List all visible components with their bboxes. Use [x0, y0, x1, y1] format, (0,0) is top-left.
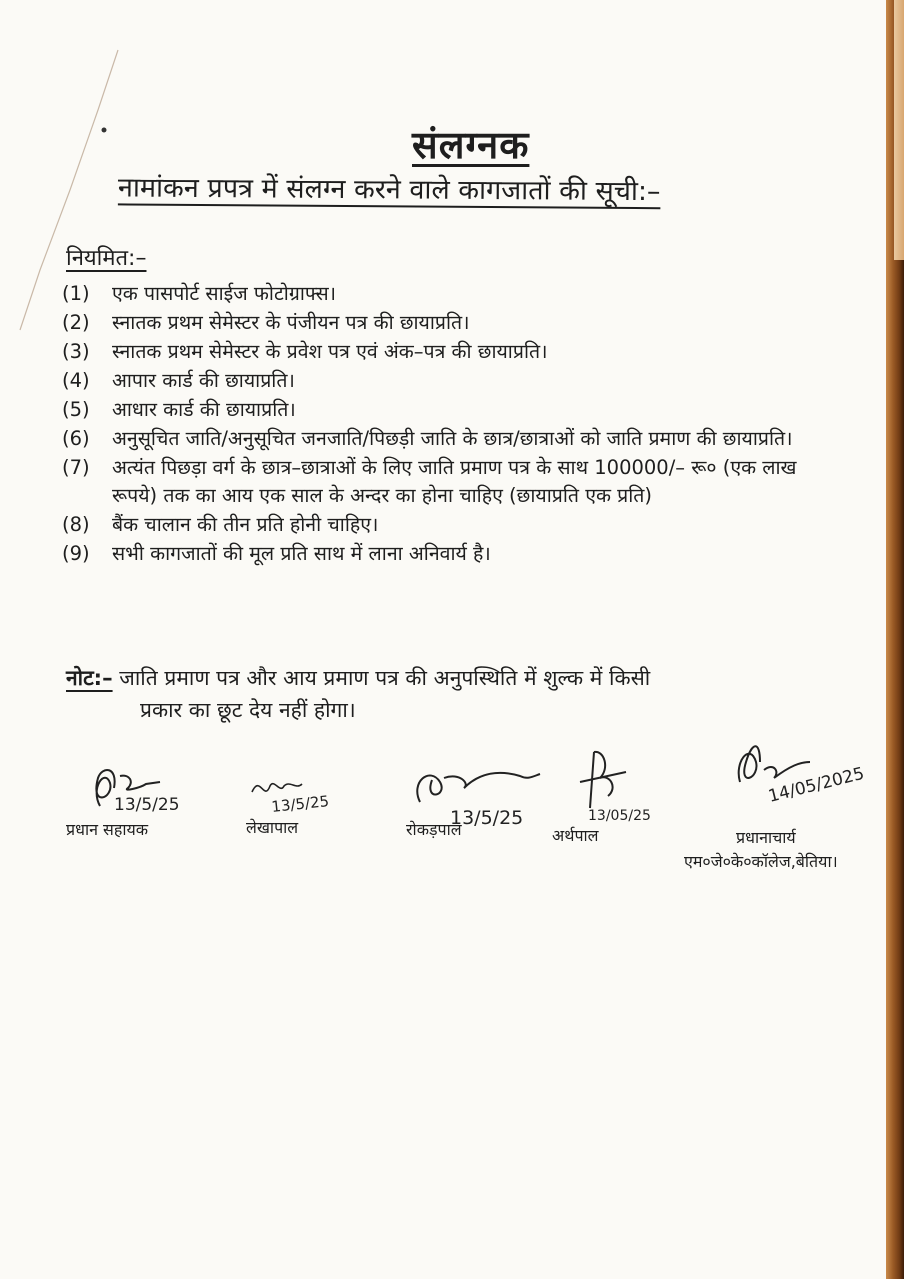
signatory-title: प्रधान सहायक — [66, 820, 149, 839]
item-text: स्नातक प्रथम सेमेस्टर के पंजीयन पत्र की छायाप्रति। — [112, 311, 470, 334]
document-title: संलग्नक — [412, 123, 530, 167]
note-line-2: प्रकार का छूट देय नहीं होगा। — [140, 698, 356, 722]
signatory-title: प्रधानाचार्य — [736, 828, 796, 847]
signature-date: 13/5/25 — [270, 792, 330, 816]
list-item — [62, 280, 842, 308]
document-checklist — [62, 280, 842, 568]
item-text: अत्यंत पिछड़ा वर्ग के छात्र–छात्राओं के लिए जाति प्रमाण पत्र के साथ 100000/– रू० (एक लाख रूपये) तक का आय एक साल के अन्दर का होना चाहिए (छायाप्रति एक प्रति) — [112, 456, 797, 507]
list-item — [62, 540, 842, 568]
signature-date: 13/05/25 — [588, 808, 651, 824]
signatory-title: लेखापाल — [246, 818, 299, 837]
item-number: (3) — [62, 340, 90, 363]
section-heading: नियमित:– — [66, 246, 147, 271]
item-number: (4) — [62, 369, 90, 392]
item-text: अनुसूचित जाति/अनुसूचित जनजाति/पिछड़ी जाति के छात्र/छात्राओं को जाति प्रमाण की छायाप्रति। — [112, 427, 793, 450]
item-number: (5) — [62, 398, 90, 421]
item-number: (9) — [62, 542, 90, 565]
item-number: (6) — [62, 427, 90, 450]
list-item — [62, 309, 842, 337]
item-number: (1) — [62, 282, 90, 305]
list-item — [62, 425, 842, 453]
item-text: सभी कागजातों की मूल प्रति साथ में लाना अनिवार्य है। — [112, 542, 491, 565]
list-item — [62, 454, 842, 510]
signature-head-assistant — [70, 758, 210, 818]
item-number: (8) — [62, 513, 90, 536]
item-number: (7) — [62, 456, 90, 479]
list-item — [62, 338, 842, 366]
signatory-title: रोकड़पाल — [406, 820, 462, 839]
document-subtitle: नामांकन प्रपत्र में संलग्न करने वाले कागजातों की सूची:– — [117, 172, 661, 208]
signature-date: 13/5/25 — [114, 795, 180, 815]
list-item — [62, 396, 842, 424]
signature-date: 14/05/2025 — [766, 763, 867, 807]
fee-note — [66, 662, 846, 726]
item-text: स्नातक प्रथम सेमेस्टर के प्रवेश पत्र एवं अंक–पत्र की छायाप्रति। — [112, 340, 548, 363]
signatory-title: अर्थपाल — [552, 826, 599, 845]
list-item — [62, 511, 842, 539]
item-text: आधार कार्ड की छायाप्रति। — [112, 398, 296, 421]
signature-date: 13/5/25 — [450, 807, 524, 829]
signature-accountant — [250, 772, 390, 822]
note-label: नोट:– — [66, 666, 113, 690]
list-item — [62, 367, 842, 395]
item-text: एक पासपोर्ट साईज फोटोग्राफ्स। — [112, 282, 337, 305]
item-number: (2) — [62, 311, 90, 334]
institution-name: एम०जे०के०कॉलेज,बेतिया। — [684, 852, 838, 871]
note-line-1: जाति प्रमाण पत्र और आय प्रमाण पत्र की अनुपस्थिति में शुल्क में किसी — [119, 666, 651, 690]
signature-principal — [730, 732, 900, 822]
item-text: बैंक चालान की तीन प्रति होनी चाहिए। — [112, 513, 379, 536]
signature-finance-officer — [560, 748, 670, 828]
item-text: आपार कार्ड की छायाप्रति। — [112, 369, 295, 392]
